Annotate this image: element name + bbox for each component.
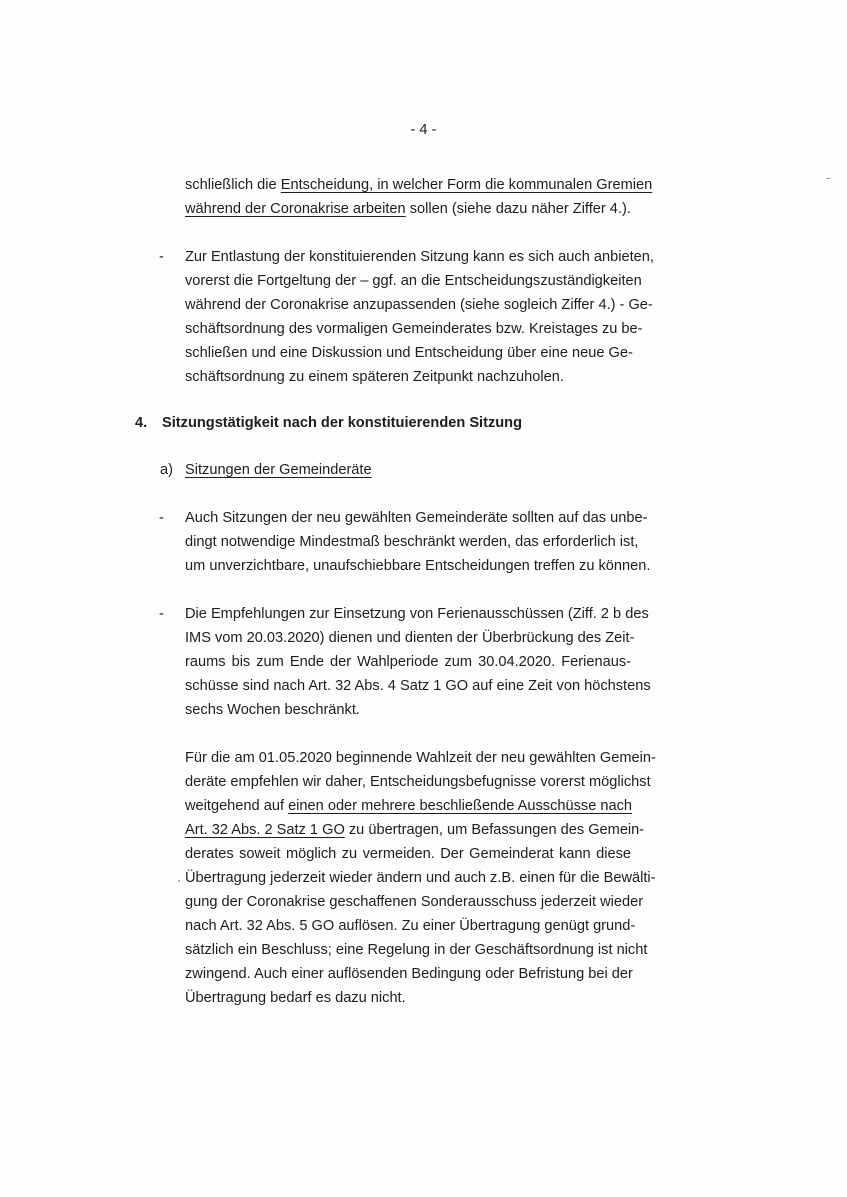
text-segment: derates soweit möglich zu vermeiden. Der Gemeinderat kann diese [185,846,631,862]
subsection-title: Sitzungen der Gemeinderäte [185,462,372,478]
text-line [185,341,631,365]
text-segment: schließlich die [185,177,281,193]
text-segment: Auch Sitzungen der neu gewählten Gemeinderäte sollten auf das unbe- [185,510,648,526]
text-line [185,674,651,698]
subsection-heading [160,458,372,482]
text-line [185,746,656,770]
text-segment: Übertragung jederzeit wieder ändern und auch z.B. einen für die Bewälti- [185,870,656,886]
text-segment: vorerst die Fortgeltung der – ggf. an die Entscheidungszuständigkeiten [185,273,642,289]
text-line [185,842,631,866]
section-number: 4. [135,415,148,431]
underlined-text: Art. 32 Abs. 2 Satz 1 GO [185,822,345,838]
text-segment: gung der Coronakrise geschaffenen Sonderausschuss jederzeit wieder [185,894,644,910]
text-line [185,818,645,842]
body-paragraph [185,746,656,1010]
text-segment: raums bis zum Ende der Wahlperiode zum 30.04.2020. Ferienaus- [185,654,631,670]
text-segment: schäftsordnung des vormaligen Gemeinderates bzw. Kreistages zu be- [185,321,643,337]
text-line [185,293,653,317]
text-segment: IMS vom 20.03.2020) dienen und dienten der Überbrückung des Zeit- [185,630,635,646]
text-line [185,365,631,389]
text-line [185,245,654,269]
underlined-text: Entscheidung, in welcher Form die kommunalen Gremien [280,177,653,193]
bullet-dash: - [159,249,164,265]
text-segment: weitgehend auf [185,798,289,814]
text-segment: sollen (siehe dazu näher Ziffer 4.). [405,201,631,217]
text-segment: schäftsordnung zu einem späteren Zeitpunkt nachzuholen. [185,369,564,385]
text-line [185,770,651,794]
bullet-item [159,245,654,389]
underlined-text: einen oder mehrere beschließende Ausschüsse nach [288,798,633,814]
text-segment: Übertragung bedarf es dazu nicht. [185,990,406,1006]
text-line [185,602,649,626]
text-segment: Zur Entlastung der konstituierenden Sitzung kann es sich auch anbieten, [185,249,654,265]
text-line [185,866,656,890]
continued-paragraph [185,173,653,221]
text-line [185,530,639,554]
subsection-label: a) [160,462,173,478]
text-line [185,554,651,578]
bullet-item [159,506,651,578]
text-line [185,698,631,722]
text-segment: dingt notwendige Mindestmaß beschränkt werden, das erforderlich ist, [185,534,639,550]
section-heading [135,411,522,435]
text-segment: Für die am 01.05.2020 beginnende Wahlzeit der neu gewählten Gemein- [185,750,656,766]
text-line [185,962,631,986]
text-line [185,173,653,197]
text-segment: nach Art. 32 Abs. 5 GO auflösen. Zu einer Übertragung genügt grund- [185,918,636,934]
text-line [185,317,643,341]
text-line [185,986,631,1010]
bullet-dash: - [159,606,164,622]
text-segment: sechs Wochen beschränkt. [185,702,360,718]
scan-speck [826,178,831,179]
bullet-item [159,602,651,722]
underlined-text: während der Coronakrise arbeiten [185,201,406,217]
text-line [185,626,635,650]
text-segment: sätzlich ein Beschluss; eine Regelung in der Geschäftsordnung ist nicht [185,942,648,958]
text-line [185,197,631,221]
text-segment: schließen und eine Diskussion und Entscheidung über eine neue Ge- [185,345,633,361]
text-line [185,269,642,293]
scan-speck [178,880,180,882]
text-line [185,506,648,530]
text-segment: um unverzichtbare, unaufschiebbare Entscheidungen treffen zu können. [185,558,651,574]
text-line [185,938,648,962]
text-line [185,914,636,938]
text-segment: schüsse sind nach Art. 32 Abs. 4 Satz 1 GO auf eine Zeit von höchstens [185,678,651,694]
bullet-dash: - [159,510,164,526]
text-segment: deräte empfehlen wir daher, Entscheidungsbefugnisse vorerst möglichst [185,774,651,790]
text-segment: zu übertragen, um Befassungen des Gemein- [344,822,645,838]
text-line [185,794,631,818]
page-number: - 4 - [410,122,437,138]
text-line [185,890,644,914]
text-segment: zwingend. Auch einer auflösenden Bedingung oder Befristung bei der [185,966,633,982]
text-segment: Die Empfehlungen zur Einsetzung von Ferienausschüssen (Ziff. 2 b des [185,606,649,622]
text-segment: während der Coronakrise anzupassenden (siehe sogleich Ziffer 4.) - Ge- [185,297,653,313]
text-line [185,650,631,674]
section-title: Sitzungstätigkeit nach der konstituierenden Sitzung [162,415,523,431]
